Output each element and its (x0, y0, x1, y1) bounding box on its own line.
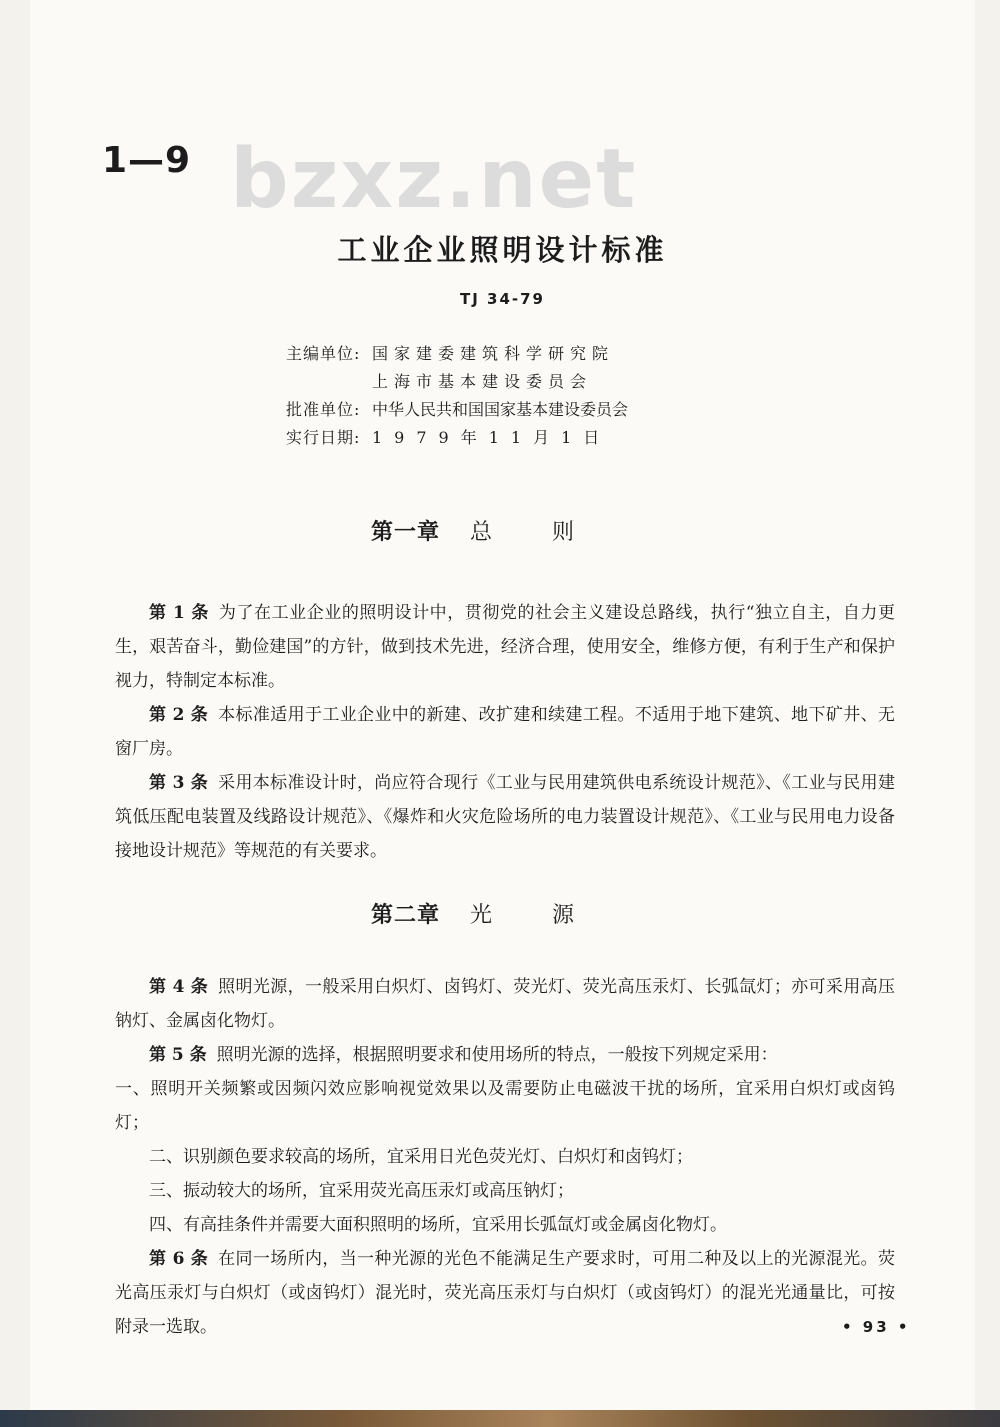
article-5-item-1: 一、照明开关频繁或因频闪效应影响视觉效果以及需要防止电磁波干扰的场所，宜采用白炽灯或卤钨灯； (115, 1079, 895, 1133)
article-5-label: 第 5 条 (149, 1045, 207, 1065)
article-5 (115, 1038, 895, 1072)
article-6 (115, 1242, 895, 1344)
editor-row (286, 338, 628, 366)
standard-code: TJ 34-79 (459, 290, 545, 308)
chapter-1-number: 第一章 (370, 519, 440, 545)
watermark: bzxz.net (230, 132, 638, 227)
chapter-2-body (115, 970, 895, 1344)
date-label: 实行日期: (286, 427, 361, 447)
article-2 (115, 698, 895, 766)
document-title: 工业企业照明设计标准 (337, 233, 668, 267)
approver: 中华人民共和国国家基本建设委员会 (372, 399, 629, 419)
article-5-item-3: 三、振动较大的场所，宜采用荧光高压汞灯或高压钠灯； (149, 1181, 574, 1201)
article-5-item-2: 二、识别颜色要求较高的场所，宜采用日光色荧光灯、白炽灯和卤钨灯； (149, 1147, 693, 1167)
chapter-2-number: 第二章 (370, 902, 440, 928)
editor-2: 上海市基本建设委员会 (372, 371, 593, 391)
article-6-text: 在同一场所内，当一种光源的光色不能满足生产要求时，可用二种及以上的光源混光。荧光高压汞灯与白炽灯（或卤钨灯）混光时，荧光高压汞灯与白炽灯（或卤钨灯）的混光光通量比，可按附录一选取。 (115, 1249, 896, 1337)
article-1-text: 为了在工业企业的照明设计中，贯彻党的社会主义建设总路线，执行“独立自主，自力更生，艰苦奋斗，勤俭建国”的方针，做到技术先进，经济合理，使用安全，维修方便，有利于生产和保护视力，特制定本标准。 (115, 603, 895, 691)
chapter-2-name: 光源 (470, 903, 635, 928)
date-row (286, 422, 628, 450)
article-3-label: 第 3 条 (149, 773, 209, 793)
article-3 (115, 766, 895, 868)
article-4-text: 照明光源，一般采用白炽灯、卤钨灯、荧光灯、荧光高压汞灯、长弧氙灯；亦可采用高压钠灯、金属卤化物灯。 (115, 977, 896, 1031)
effective-date: 1979年11月1日 (372, 427, 612, 447)
editor-label: 主编单位: (286, 343, 361, 363)
metadata-block (286, 338, 628, 450)
article-6-label: 第 6 条 (149, 1249, 209, 1269)
document-page (30, 0, 975, 1410)
article-5-item-4: 四、有高挂条件并需要大面积照明的场所，宜采用长弧氙灯或金属卤化物灯。 (149, 1215, 727, 1235)
article-4 (115, 970, 895, 1038)
approver-row (286, 394, 628, 422)
article-1-label: 第 1 条 (149, 603, 209, 623)
chapter-2-heading (30, 898, 975, 929)
article-5-text: 照明光源的选择，根据照明要求和使用场所的特点，一般按下列规定采用： (216, 1045, 778, 1065)
editor-row-2 (286, 366, 628, 394)
chapter-1-body (115, 596, 895, 868)
article-3-text: 采用本标准设计时，尚应符合现行《工业与民用建筑供电系统设计规范》、《工业与民用建筑低压配电装置及线路设计规范》、《爆炸和火灾危险场所的电力装置设计规范》、《工业与民用电力设备接地设计规范》等规范的有关要求。 (115, 773, 895, 861)
chapter-1-name: 总则 (470, 520, 635, 545)
page-code: 1—9 (102, 140, 192, 181)
article-4-label: 第 4 条 (149, 977, 209, 997)
editor-1: 国家建委建筑科学研究院 (372, 343, 615, 363)
article-1 (115, 596, 895, 698)
article-2-label: 第 2 条 (149, 705, 209, 725)
article-2-text: 本标准适用于工业企业中的新建、改扩建和续建工程。不适用于地下建筑、地下矿井、无窗厂房。 (115, 705, 896, 759)
background-strip (0, 1410, 1000, 1427)
approver-label: 批准单位: (286, 399, 361, 419)
page-number: • 93 • (842, 1318, 911, 1336)
chapter-1-heading (30, 515, 975, 546)
